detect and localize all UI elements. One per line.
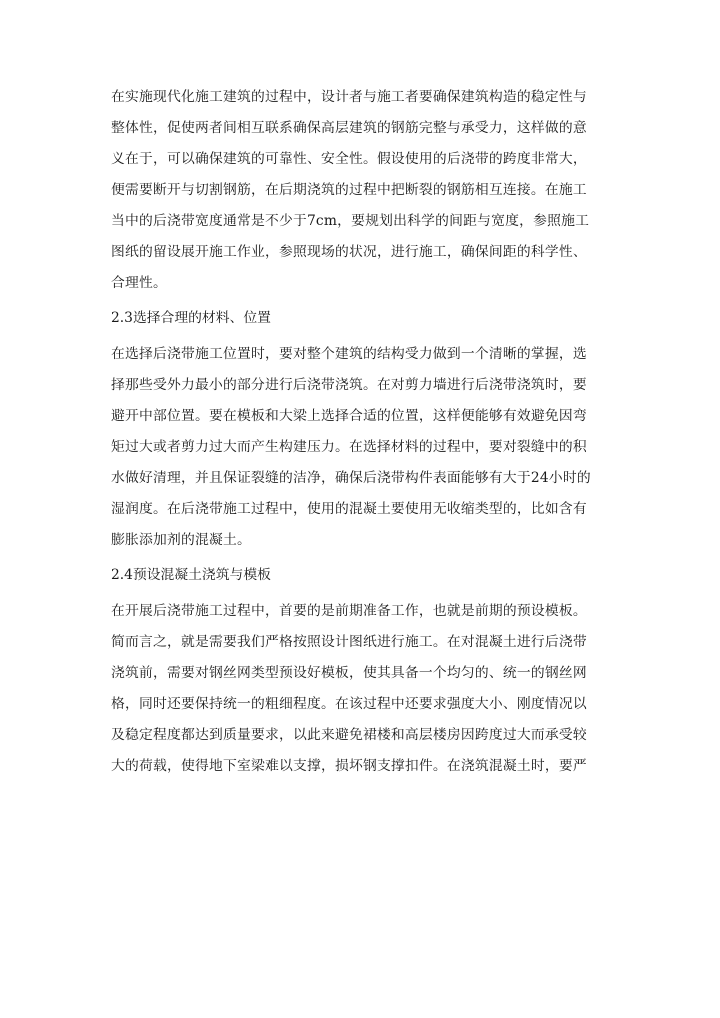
text-line: 格，同时还要保持统一的粗细程度。在该过程中还要求强度大小、刚度情况以 <box>111 696 587 712</box>
text-line: 择那些受外力最小的部分进行后浇带浇筑。在对剪力墙进行后浇带浇筑时，要 <box>111 377 587 393</box>
text-line: 及稳定程度都达到质量要求，以此来避免裙楼和高层楼房因跨度过大而承受较 <box>111 727 587 743</box>
text-line: 大的荷载，使得地下室梁难以支撑，损坏钢支撑扣件。在浇筑混凝土时，要严 <box>111 758 587 774</box>
text-line: 在选择后浇带施工位置时，要对整个建筑的结构受力做到一个清晰的掌握，选 <box>111 346 587 362</box>
paragraph-material-position <box>111 339 611 556</box>
text-line: 义在于，可以确保建筑的可靠性、安全性。假设使用的后浇带的跨度非常大， <box>111 151 587 167</box>
text-line: 便需要断开与切割钢筋，在后期浇筑的过程中把断裂的钢筋相互连接。在施工 <box>111 182 587 198</box>
text-line: 图纸的留设展开施工作业，参照现场的状况，进行施工，确保间距的科学性、 <box>111 244 587 260</box>
paragraph-concrete-formwork <box>111 596 611 782</box>
text-line: 合理性。 <box>111 275 167 291</box>
text-line: 浇筑前，需要对钢丝网类型预设好模板，使其具备一个均匀的、统一的钢丝网 <box>111 665 587 681</box>
text-line: 当中的后浇带宽度通常是不少于7cm，要规划出科学的间距与宽度，参照施工 <box>111 213 590 229</box>
text-line: 避开中部位置。要在模板和大梁上选择合适的位置，这样便能够有效避免因弯 <box>111 408 587 424</box>
section-heading-2-4: 2.4预设混凝土浇筑与模板 <box>111 567 271 583</box>
text-line: 水做好清理，并且保证裂缝的洁净，确保后浇带构件表面能够有大于24小时的 <box>111 470 591 486</box>
text-line: 湿润度。在后浇带施工过程中，使用的混凝土要使用无收缩类型的，比如含有 <box>111 501 587 517</box>
text-line: 整体性，促使两者间相互联系确保高层建筑的钢筋完整与承受力，这样做的意 <box>111 120 587 136</box>
paragraph-rebar-design <box>111 82 611 299</box>
text-line: 在开展后浇带施工过程中，首要的是前期准备工作，也就是前期的预设模板。 <box>111 603 587 619</box>
text-line: 在实施现代化施工建筑的过程中，设计者与施工者要确保建筑构造的稳定性与 <box>111 89 587 105</box>
document-page <box>111 82 611 782</box>
text-line: 矩过大或者剪力过大而产生构建压力。在选择材料的过程中，要对裂缝中的积 <box>111 439 587 455</box>
section-heading-2-3: 2.3选择合理的材料、位置 <box>111 310 271 326</box>
text-line: 简而言之，就是需要我们严格按照设计图纸进行施工。在对混凝土进行后浇带 <box>111 634 587 650</box>
text-line: 膨胀添加剂的混凝土。 <box>111 532 251 548</box>
